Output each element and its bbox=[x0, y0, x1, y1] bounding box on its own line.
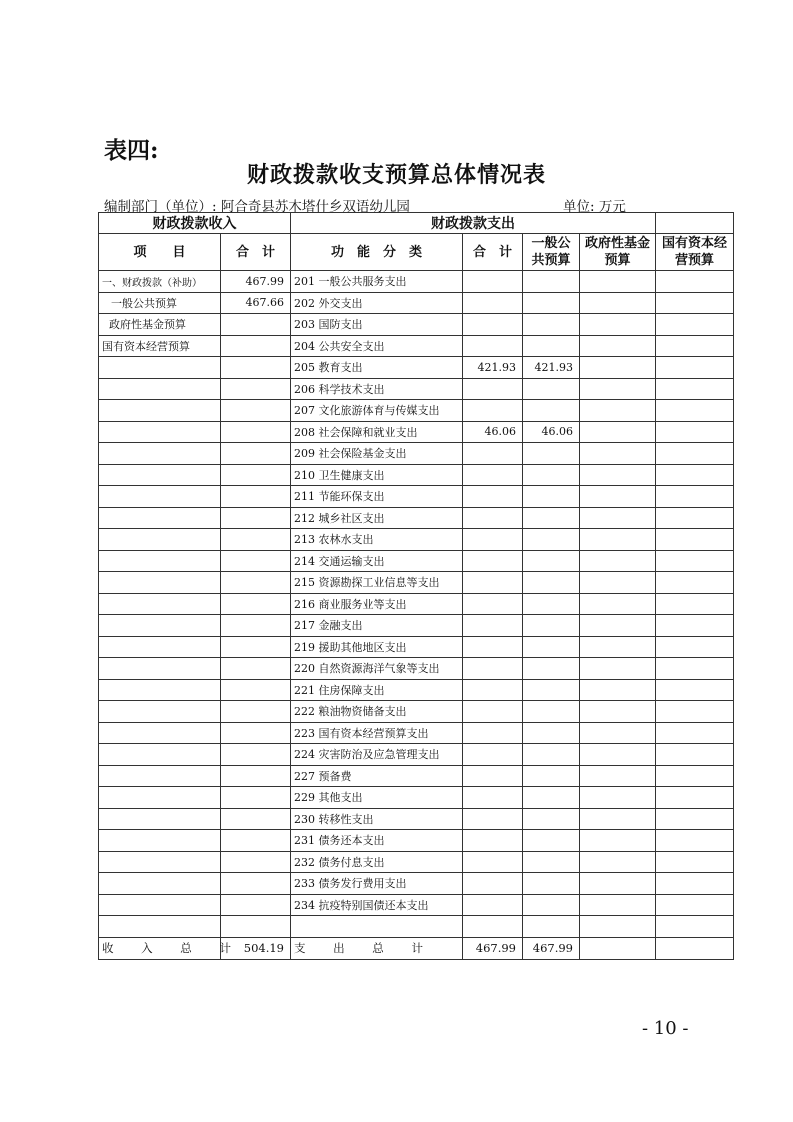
expense-total-cell bbox=[463, 658, 523, 680]
expense-general-cell bbox=[523, 443, 580, 465]
income-amount-cell bbox=[221, 335, 291, 357]
income-amount-cell bbox=[221, 529, 291, 551]
expense-state-capital-cell bbox=[656, 292, 734, 314]
expense-general-cell bbox=[523, 572, 580, 594]
totals-row bbox=[99, 937, 734, 959]
table-row bbox=[99, 314, 734, 336]
item-header: 项 目 bbox=[99, 234, 221, 271]
expense-gov-fund-total bbox=[580, 937, 656, 959]
income-amount-cell bbox=[221, 421, 291, 443]
table-row bbox=[99, 744, 734, 766]
table-row bbox=[99, 916, 734, 938]
expense-state-capital-cell bbox=[656, 507, 734, 529]
expense-total-cell bbox=[463, 314, 523, 336]
income-item-cell: 一般公共预算 bbox=[99, 292, 221, 314]
table-row bbox=[99, 271, 734, 293]
expense-total-cell bbox=[463, 464, 523, 486]
expense-general-cell bbox=[523, 400, 580, 422]
gov-fund-header: 政府性基金预算 bbox=[580, 234, 656, 271]
expense-gov-fund-cell bbox=[580, 357, 656, 379]
expense-general-cell bbox=[523, 615, 580, 637]
expense-item-cell: 205 教育支出 bbox=[291, 357, 463, 379]
expense-total-cell bbox=[463, 636, 523, 658]
expense-state-capital-total bbox=[656, 937, 734, 959]
expense-total-cell bbox=[463, 335, 523, 357]
table-row bbox=[99, 292, 734, 314]
expense-item-cell bbox=[291, 916, 463, 938]
income-amount-cell bbox=[221, 701, 291, 723]
expense-state-capital-cell bbox=[656, 572, 734, 594]
expense-general-cell bbox=[523, 486, 580, 508]
expense-gov-fund-cell bbox=[580, 464, 656, 486]
expense-total-cell bbox=[463, 593, 523, 615]
total2-header: 合 计 bbox=[463, 234, 523, 271]
income-item-cell bbox=[99, 443, 221, 465]
page-number: - 10 - bbox=[642, 1018, 689, 1039]
budget-table bbox=[98, 212, 734, 960]
expense-gov-fund-cell bbox=[580, 486, 656, 508]
expense-gov-fund-cell bbox=[580, 658, 656, 680]
expense-general-cell bbox=[523, 894, 580, 916]
expense-general-cell bbox=[523, 636, 580, 658]
empty-header-cell bbox=[656, 213, 734, 234]
expense-gov-fund-cell bbox=[580, 615, 656, 637]
expense-gov-fund-cell bbox=[580, 830, 656, 852]
table-row bbox=[99, 464, 734, 486]
income-item-cell bbox=[99, 357, 221, 379]
expense-total-cell bbox=[463, 550, 523, 572]
income-item-cell bbox=[99, 636, 221, 658]
income-amount-cell bbox=[221, 464, 291, 486]
expense-total-cell bbox=[463, 679, 523, 701]
income-amount-cell bbox=[221, 830, 291, 852]
expense-state-capital-cell bbox=[656, 615, 734, 637]
expense-state-capital-cell bbox=[656, 335, 734, 357]
expense-gov-fund-cell bbox=[580, 335, 656, 357]
func-class-header: 功 能 分 类 bbox=[291, 234, 463, 271]
income-amount-cell bbox=[221, 744, 291, 766]
income-amount-cell bbox=[221, 378, 291, 400]
table-row bbox=[99, 701, 734, 723]
expense-general-cell bbox=[523, 830, 580, 852]
table-row bbox=[99, 830, 734, 852]
table-row bbox=[99, 658, 734, 680]
expense-state-capital-cell bbox=[656, 421, 734, 443]
expense-item-cell: 208 社会保障和就业支出 bbox=[291, 421, 463, 443]
expense-total-label: 支 出 总 计 bbox=[291, 937, 463, 959]
expense-state-capital-cell bbox=[656, 808, 734, 830]
expense-group-header: 财政拨款支出 bbox=[291, 213, 656, 234]
expense-item-cell: 202 外交支出 bbox=[291, 292, 463, 314]
income-item-cell bbox=[99, 701, 221, 723]
income-item-cell bbox=[99, 486, 221, 508]
income-item-cell bbox=[99, 787, 221, 809]
table-row bbox=[99, 808, 734, 830]
income-amount-cell bbox=[221, 851, 291, 873]
table-row bbox=[99, 679, 734, 701]
income-amount-cell bbox=[221, 443, 291, 465]
expense-general-cell bbox=[523, 593, 580, 615]
expense-gov-fund-cell bbox=[580, 529, 656, 551]
expense-total-value: 467.99 bbox=[463, 937, 523, 959]
expense-total-cell bbox=[463, 615, 523, 637]
income-item-cell bbox=[99, 421, 221, 443]
expense-state-capital-cell bbox=[656, 744, 734, 766]
expense-total-cell bbox=[463, 830, 523, 852]
expense-state-capital-cell bbox=[656, 894, 734, 916]
income-amount-cell bbox=[221, 400, 291, 422]
income-amount-cell bbox=[221, 894, 291, 916]
table-row bbox=[99, 400, 734, 422]
income-item-cell bbox=[99, 722, 221, 744]
income-amount-cell bbox=[221, 507, 291, 529]
expense-total-cell bbox=[463, 486, 523, 508]
income-amount-cell bbox=[221, 873, 291, 895]
table-row bbox=[99, 787, 734, 809]
income-total-label: 收 入 总 计 bbox=[99, 937, 221, 959]
expense-general-cell bbox=[523, 529, 580, 551]
expense-gov-fund-cell bbox=[580, 443, 656, 465]
expense-state-capital-cell bbox=[656, 314, 734, 336]
expense-total-cell bbox=[463, 916, 523, 938]
expense-total-cell bbox=[463, 808, 523, 830]
expense-gov-fund-cell bbox=[580, 271, 656, 293]
expense-general-cell bbox=[523, 787, 580, 809]
income-item-cell bbox=[99, 679, 221, 701]
income-amount-cell bbox=[221, 808, 291, 830]
table-row bbox=[99, 636, 734, 658]
header-group-row bbox=[99, 213, 734, 234]
expense-total-cell bbox=[463, 851, 523, 873]
expense-state-capital-cell bbox=[656, 400, 734, 422]
expense-item-cell: 211 节能环保支出 bbox=[291, 486, 463, 508]
expense-general-cell bbox=[523, 765, 580, 787]
expense-state-capital-cell bbox=[656, 636, 734, 658]
expense-total-cell bbox=[463, 722, 523, 744]
expense-item-cell: 206 科学技术支出 bbox=[291, 378, 463, 400]
income-amount-cell bbox=[221, 787, 291, 809]
income-amount-cell bbox=[221, 593, 291, 615]
expense-total-cell bbox=[463, 765, 523, 787]
table-row bbox=[99, 765, 734, 787]
table-row bbox=[99, 335, 734, 357]
expense-item-cell: 203 国防支出 bbox=[291, 314, 463, 336]
table-row bbox=[99, 572, 734, 594]
expense-gov-fund-cell bbox=[580, 507, 656, 529]
table-row bbox=[99, 421, 734, 443]
table-row bbox=[99, 550, 734, 572]
expense-gov-fund-cell bbox=[580, 572, 656, 594]
income-amount-cell: 467.99 bbox=[221, 271, 291, 293]
expense-state-capital-cell bbox=[656, 830, 734, 852]
income-item-cell bbox=[99, 464, 221, 486]
income-item-cell bbox=[99, 916, 221, 938]
table-row bbox=[99, 851, 734, 873]
income-item-cell: 一、财政拨款（补助） bbox=[99, 271, 221, 293]
expense-item-cell: 231 债务还本支出 bbox=[291, 830, 463, 852]
income-amount-cell bbox=[221, 615, 291, 637]
expense-gov-fund-cell bbox=[580, 636, 656, 658]
expense-item-cell: 210 卫生健康支出 bbox=[291, 464, 463, 486]
expense-gov-fund-cell bbox=[580, 787, 656, 809]
expense-total-cell bbox=[463, 443, 523, 465]
expense-item-cell: 229 其他支出 bbox=[291, 787, 463, 809]
income-amount-cell bbox=[221, 572, 291, 594]
income-item-cell bbox=[99, 808, 221, 830]
expense-item-cell: 216 商业服务业等支出 bbox=[291, 593, 463, 615]
expense-gov-fund-cell bbox=[580, 550, 656, 572]
expense-state-capital-cell bbox=[656, 593, 734, 615]
expense-general-cell bbox=[523, 314, 580, 336]
expense-item-cell: 207 文化旅游体育与传媒支出 bbox=[291, 400, 463, 422]
expense-gov-fund-cell bbox=[580, 421, 656, 443]
expense-item-cell: 209 社会保险基金支出 bbox=[291, 443, 463, 465]
income-item-cell: 国有资本经营预算 bbox=[99, 335, 221, 357]
expense-item-cell: 215 资源勘探工业信息等支出 bbox=[291, 572, 463, 594]
expense-item-cell: 232 债务付息支出 bbox=[291, 851, 463, 873]
expense-item-cell: 219 援助其他地区支出 bbox=[291, 636, 463, 658]
expense-state-capital-cell bbox=[656, 701, 734, 723]
expense-total-cell bbox=[463, 787, 523, 809]
expense-total-cell bbox=[463, 744, 523, 766]
expense-state-capital-cell bbox=[656, 271, 734, 293]
table-row bbox=[99, 486, 734, 508]
expense-state-capital-cell bbox=[656, 722, 734, 744]
income-total-value: 504.19 bbox=[221, 937, 291, 959]
total-header: 合 计 bbox=[221, 234, 291, 271]
expense-item-cell: 224 灾害防治及应急管理支出 bbox=[291, 744, 463, 766]
expense-state-capital-cell bbox=[656, 357, 734, 379]
state-capital-header: 国有资本经营预算 bbox=[656, 234, 734, 271]
income-item-cell: 政府性基金预算 bbox=[99, 314, 221, 336]
income-amount-cell bbox=[221, 486, 291, 508]
table-row bbox=[99, 615, 734, 637]
expense-general-cell bbox=[523, 335, 580, 357]
expense-state-capital-cell bbox=[656, 464, 734, 486]
income-item-cell bbox=[99, 507, 221, 529]
expense-general-cell bbox=[523, 507, 580, 529]
expense-state-capital-cell bbox=[656, 916, 734, 938]
expense-gov-fund-cell bbox=[580, 593, 656, 615]
income-amount-cell bbox=[221, 314, 291, 336]
income-item-cell bbox=[99, 550, 221, 572]
expense-item-cell: 212 城乡社区支出 bbox=[291, 507, 463, 529]
table-row bbox=[99, 443, 734, 465]
income-amount-cell bbox=[221, 658, 291, 680]
expense-general-cell bbox=[523, 550, 580, 572]
expense-total-cell bbox=[463, 572, 523, 594]
expense-gov-fund-cell bbox=[580, 894, 656, 916]
expense-item-cell: 227 预备费 bbox=[291, 765, 463, 787]
expense-state-capital-cell bbox=[656, 851, 734, 873]
income-item-cell bbox=[99, 830, 221, 852]
table-row bbox=[99, 722, 734, 744]
expense-item-cell: 213 农林水支出 bbox=[291, 529, 463, 551]
income-item-cell bbox=[99, 400, 221, 422]
table-row bbox=[99, 507, 734, 529]
table-row bbox=[99, 357, 734, 379]
expense-general-cell bbox=[523, 851, 580, 873]
table-row bbox=[99, 529, 734, 551]
expense-state-capital-cell bbox=[656, 765, 734, 787]
expense-total-cell: 421.93 bbox=[463, 357, 523, 379]
income-amount-cell bbox=[221, 722, 291, 744]
general-budget-header: 一般公共预算 bbox=[523, 234, 580, 271]
expense-gov-fund-cell bbox=[580, 314, 656, 336]
expense-total-cell bbox=[463, 271, 523, 293]
expense-item-cell: 221 住房保障支出 bbox=[291, 679, 463, 701]
expense-state-capital-cell bbox=[656, 529, 734, 551]
expense-general-total: 467.99 bbox=[523, 937, 580, 959]
expense-total-cell bbox=[463, 292, 523, 314]
expense-state-capital-cell bbox=[656, 658, 734, 680]
expense-gov-fund-cell bbox=[580, 851, 656, 873]
income-item-cell bbox=[99, 658, 221, 680]
expense-item-cell: 204 公共安全支出 bbox=[291, 335, 463, 357]
table-row bbox=[99, 873, 734, 895]
expense-general-cell: 46.06 bbox=[523, 421, 580, 443]
expense-total-cell bbox=[463, 873, 523, 895]
table-row bbox=[99, 894, 734, 916]
expense-gov-fund-cell bbox=[580, 378, 656, 400]
expense-general-cell bbox=[523, 378, 580, 400]
expense-general-cell bbox=[523, 916, 580, 938]
table-row bbox=[99, 593, 734, 615]
expense-state-capital-cell bbox=[656, 550, 734, 572]
expense-item-cell: 230 转移性支出 bbox=[291, 808, 463, 830]
expense-general-cell bbox=[523, 679, 580, 701]
expense-general-cell bbox=[523, 701, 580, 723]
expense-item-cell: 222 粮油物资储备支出 bbox=[291, 701, 463, 723]
header-row bbox=[99, 234, 734, 271]
expense-general-cell: 421.93 bbox=[523, 357, 580, 379]
expense-general-cell bbox=[523, 744, 580, 766]
income-item-cell bbox=[99, 744, 221, 766]
income-amount-cell: 467.66 bbox=[221, 292, 291, 314]
expense-gov-fund-cell bbox=[580, 744, 656, 766]
expense-total-cell bbox=[463, 507, 523, 529]
income-item-cell bbox=[99, 529, 221, 551]
income-item-cell bbox=[99, 378, 221, 400]
expense-total-cell bbox=[463, 701, 523, 723]
income-amount-cell bbox=[221, 357, 291, 379]
expense-general-cell bbox=[523, 271, 580, 293]
expense-gov-fund-cell bbox=[580, 722, 656, 744]
income-item-cell bbox=[99, 894, 221, 916]
org-label: 编制部门（单位）: 阿合奇县苏木塔什乡双语幼儿园 bbox=[104, 199, 410, 215]
expense-item-cell: 234 抗疫特别国债还本支出 bbox=[291, 894, 463, 916]
expense-item-cell: 233 债务发行费用支出 bbox=[291, 873, 463, 895]
expense-gov-fund-cell bbox=[580, 400, 656, 422]
income-item-cell bbox=[99, 593, 221, 615]
expense-gov-fund-cell bbox=[580, 701, 656, 723]
expense-item-cell: 220 自然资源海洋气象等支出 bbox=[291, 658, 463, 680]
expense-gov-fund-cell bbox=[580, 916, 656, 938]
income-item-cell bbox=[99, 873, 221, 895]
expense-general-cell bbox=[523, 658, 580, 680]
income-item-cell bbox=[99, 851, 221, 873]
table-row bbox=[99, 378, 734, 400]
expense-general-cell bbox=[523, 722, 580, 744]
income-item-cell bbox=[99, 572, 221, 594]
expense-state-capital-cell bbox=[656, 443, 734, 465]
expense-gov-fund-cell bbox=[580, 292, 656, 314]
expense-state-capital-cell bbox=[656, 873, 734, 895]
income-item-cell bbox=[99, 615, 221, 637]
income-amount-cell bbox=[221, 765, 291, 787]
expense-total-cell bbox=[463, 894, 523, 916]
unit-label: 单位: 万元 bbox=[563, 199, 626, 215]
expense-total-cell bbox=[463, 378, 523, 400]
page-title: 财政拨款收支预算总体情况表 bbox=[246, 162, 546, 188]
income-group-header: 财政拨款收入 bbox=[99, 213, 291, 234]
expense-item-cell: 214 交通运输支出 bbox=[291, 550, 463, 572]
expense-state-capital-cell bbox=[656, 486, 734, 508]
expense-state-capital-cell bbox=[656, 378, 734, 400]
expense-item-cell: 223 国有资本经营预算支出 bbox=[291, 722, 463, 744]
expense-total-cell bbox=[463, 400, 523, 422]
expense-general-cell bbox=[523, 873, 580, 895]
expense-gov-fund-cell bbox=[580, 765, 656, 787]
expense-general-cell bbox=[523, 464, 580, 486]
expense-total-cell: 46.06 bbox=[463, 421, 523, 443]
expense-gov-fund-cell bbox=[580, 679, 656, 701]
expense-general-cell bbox=[523, 292, 580, 314]
income-amount-cell bbox=[221, 550, 291, 572]
expense-state-capital-cell bbox=[656, 679, 734, 701]
expense-state-capital-cell bbox=[656, 787, 734, 809]
income-amount-cell bbox=[221, 679, 291, 701]
expense-total-cell bbox=[463, 529, 523, 551]
income-amount-cell bbox=[221, 636, 291, 658]
expense-gov-fund-cell bbox=[580, 808, 656, 830]
expense-gov-fund-cell bbox=[580, 873, 656, 895]
expense-item-cell: 201 一般公共服务支出 bbox=[291, 271, 463, 293]
income-item-cell bbox=[99, 765, 221, 787]
expense-item-cell: 217 金融支出 bbox=[291, 615, 463, 637]
expense-general-cell bbox=[523, 808, 580, 830]
income-amount-cell bbox=[221, 916, 291, 938]
section-label: 表四: bbox=[104, 137, 159, 164]
